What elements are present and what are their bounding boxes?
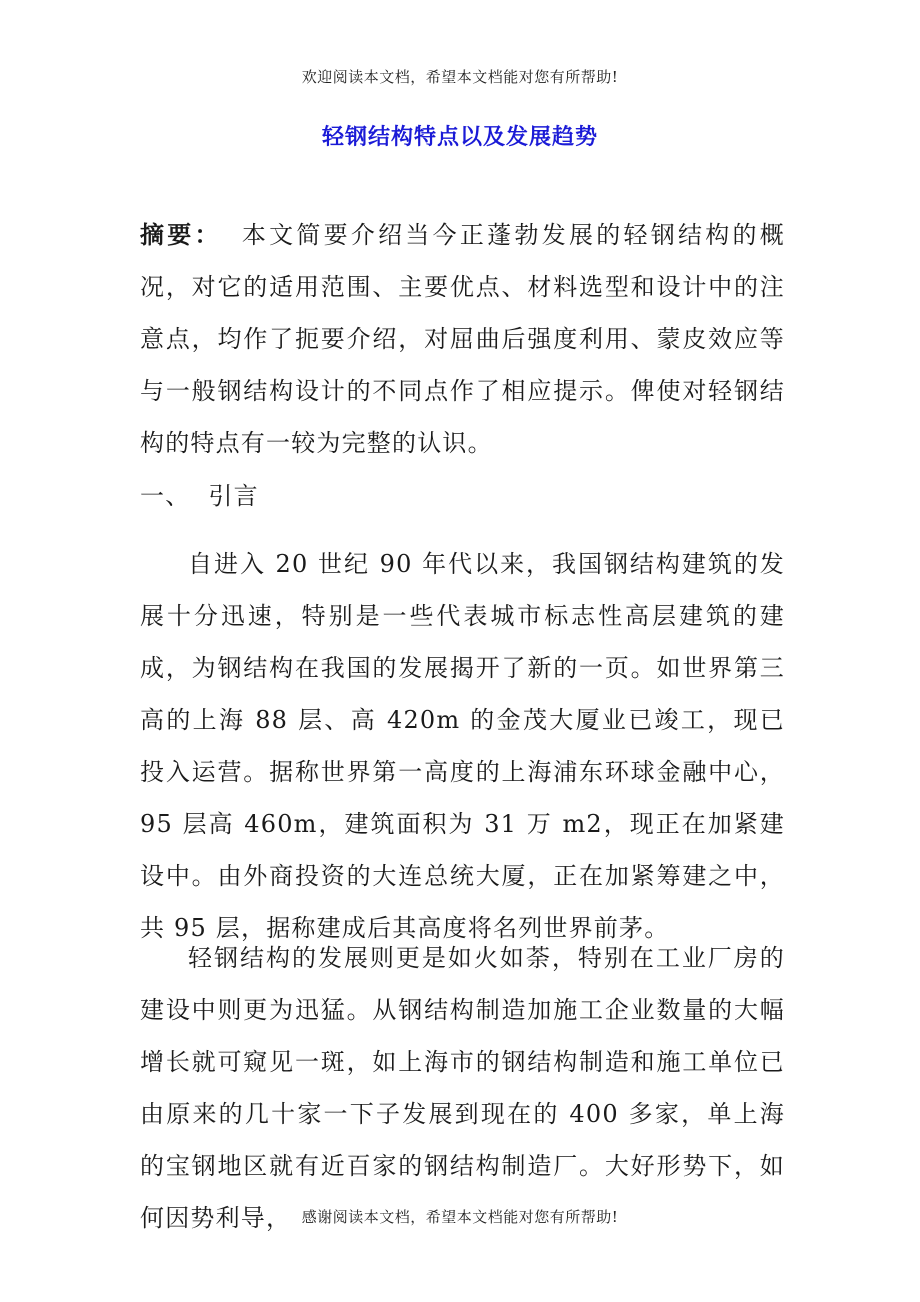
footer-note: 感谢阅读本文档，希望本文档能对您有所帮助!: [301, 1208, 619, 1226]
abstract-text: 本文简要介绍当今正蓬勃发展的轻钢结构的概况，对它的适用范围、主要优点、材料选型和设计中的注意点，均作了扼要介绍，对屈曲后强度利用、蒙皮效应等与一般钢结构设计的不同点作了相应提示。俾使对轻钢结构的特点有一较为完整的认识。: [140, 221, 785, 457]
abstract: [140, 209, 785, 469]
paragraph: 轻钢结构的发展则更是如火如荼，特别在工业厂房的建设中则更为迅猛。从钢结构制造加施工企业数量的大幅增长就可窥见一斑，如上海市的钢结构制造和施工单位已由原来的几十家一下子发展到现在的 400 多家，单上海的宝钢地区就有近百家的钢结构制造厂。大好形势下，如何因势利导，: [140, 944, 785, 1232]
header-note: 欢迎阅读本文档，希望本文档能对您有所帮助!: [301, 68, 619, 86]
paragraph: 自进入 20 世纪 90 年代以来，我国钢结构建筑的发展十分迅速，特别是一些代表城市标志性高层建筑的建成，为钢结构在我国的发展揭开了新的一页。如世界第三高的上海 88 层、高 420m 的金茂大厦业已竣工，现已投入运营。据称世界第一高度的上海浦东环球金融中心，95 层高 460m，建筑面积为 31 万 m2，现正在加紧建设中。由外商投资的大连总统大厦，正在加紧筹建之中，共 95 层，据称建成后其高度将名列世界前茅。: [140, 550, 785, 942]
document-title: 轻钢结构特点以及发展趋势: [321, 124, 598, 150]
section-title: 引言: [208, 482, 259, 510]
abstract-label: 摘要：: [140, 220, 222, 249]
section-number: 一、: [140, 482, 191, 510]
section-heading: [140, 470, 785, 522]
